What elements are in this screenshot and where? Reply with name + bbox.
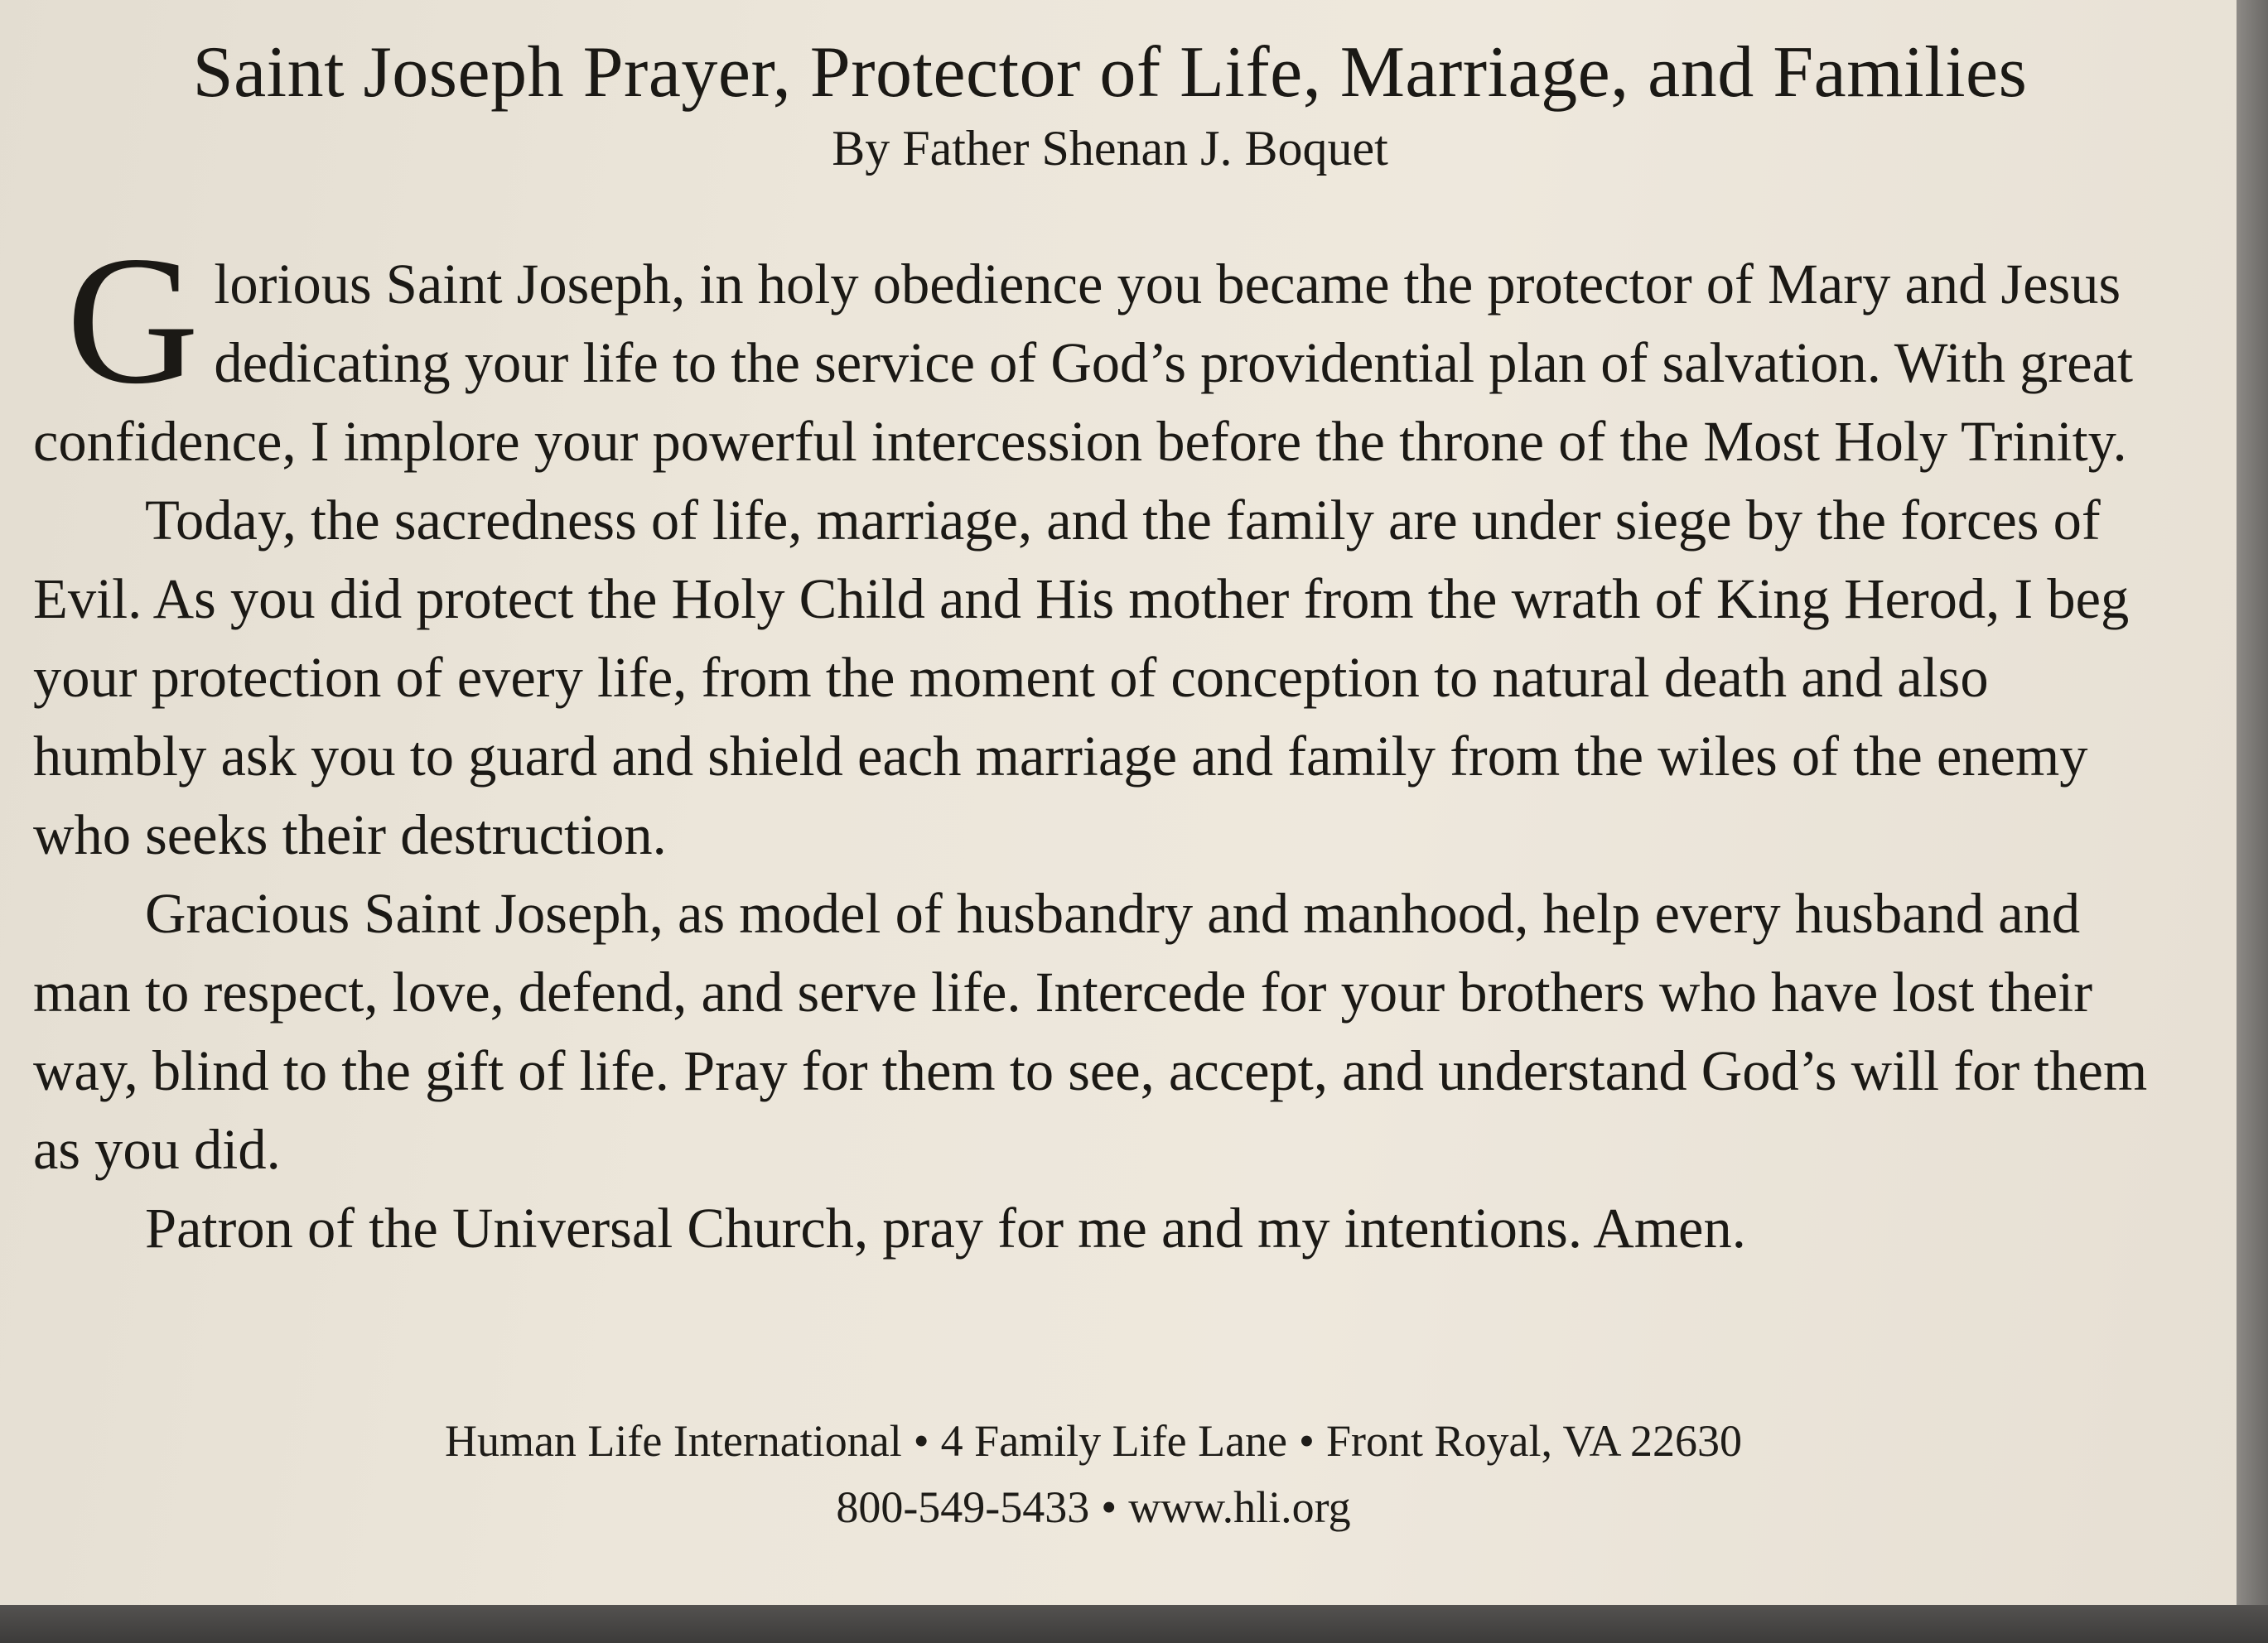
prayer-paragraph-2: Today, the sacredness of life, marriage, and the family are under siege by the forces of Evil. As you did protect the Holy Child and His mother from the wrath of King Herod, I beg your protection of every life, from the moment of conception to natural death and also humbly ask you to guard and shield each marriage and family from the wiles of the enemy who seeks their destruction. <box>33 488 2130 866</box>
footer-line-address <box>33 1408 2154 1474</box>
prayer-title: Saint Joseph Prayer, Protector of Life, Marriage, and Families <box>192 32 2028 113</box>
prayer-paragraph-1 <box>33 218 2154 481</box>
background-edge-bottom <box>0 1605 2268 1643</box>
footer-phone: 800-549-5433 <box>836 1482 1090 1532</box>
prayer-paragraph-4: Patron of the Universal Church, pray for me and my intentions. Amen. <box>145 1196 1746 1260</box>
footer-address: 4 Family Life Lane <box>940 1416 1288 1466</box>
footer-line-contact <box>33 1474 2154 1540</box>
footer-separator: • <box>913 1416 929 1466</box>
paragraph-1-text: lorious Saint Joseph, in holy obedience you became the protector of Mary and Jesus dedicating your life to the service of God’s providential plan of salvation. With great confidence, I implore your powerful intercession before the throne of the Most Holy Trinity. <box>33 252 2134 473</box>
prayer-body <box>33 218 2154 1268</box>
prayer-content <box>33 33 2154 1268</box>
prayer-paragraph-3: Gracious Saint Joseph, as model of husbandry and manhood, help every husband and man to respect, love, defend, and serve life. Intercede for your brothers who have lost their way, blind to the gift of life. Pray for them to see, accept, and understand God’s will for them as you did. <box>33 881 2148 1181</box>
publisher-footer <box>33 1408 2154 1540</box>
footer-organization: Human Life International <box>444 1416 902 1466</box>
background-edge-right <box>2237 0 2268 1643</box>
footer-separator: • <box>1299 1416 1315 1466</box>
footer-city: Front Royal, VA 22630 <box>1325 1416 1743 1466</box>
prayer-author: By Father Shenan J. Boquet <box>832 120 1388 176</box>
footer-website: www.hli.org <box>1128 1482 1351 1532</box>
footer-separator: • <box>1101 1482 1117 1532</box>
drop-cap-letter: G <box>66 218 200 422</box>
